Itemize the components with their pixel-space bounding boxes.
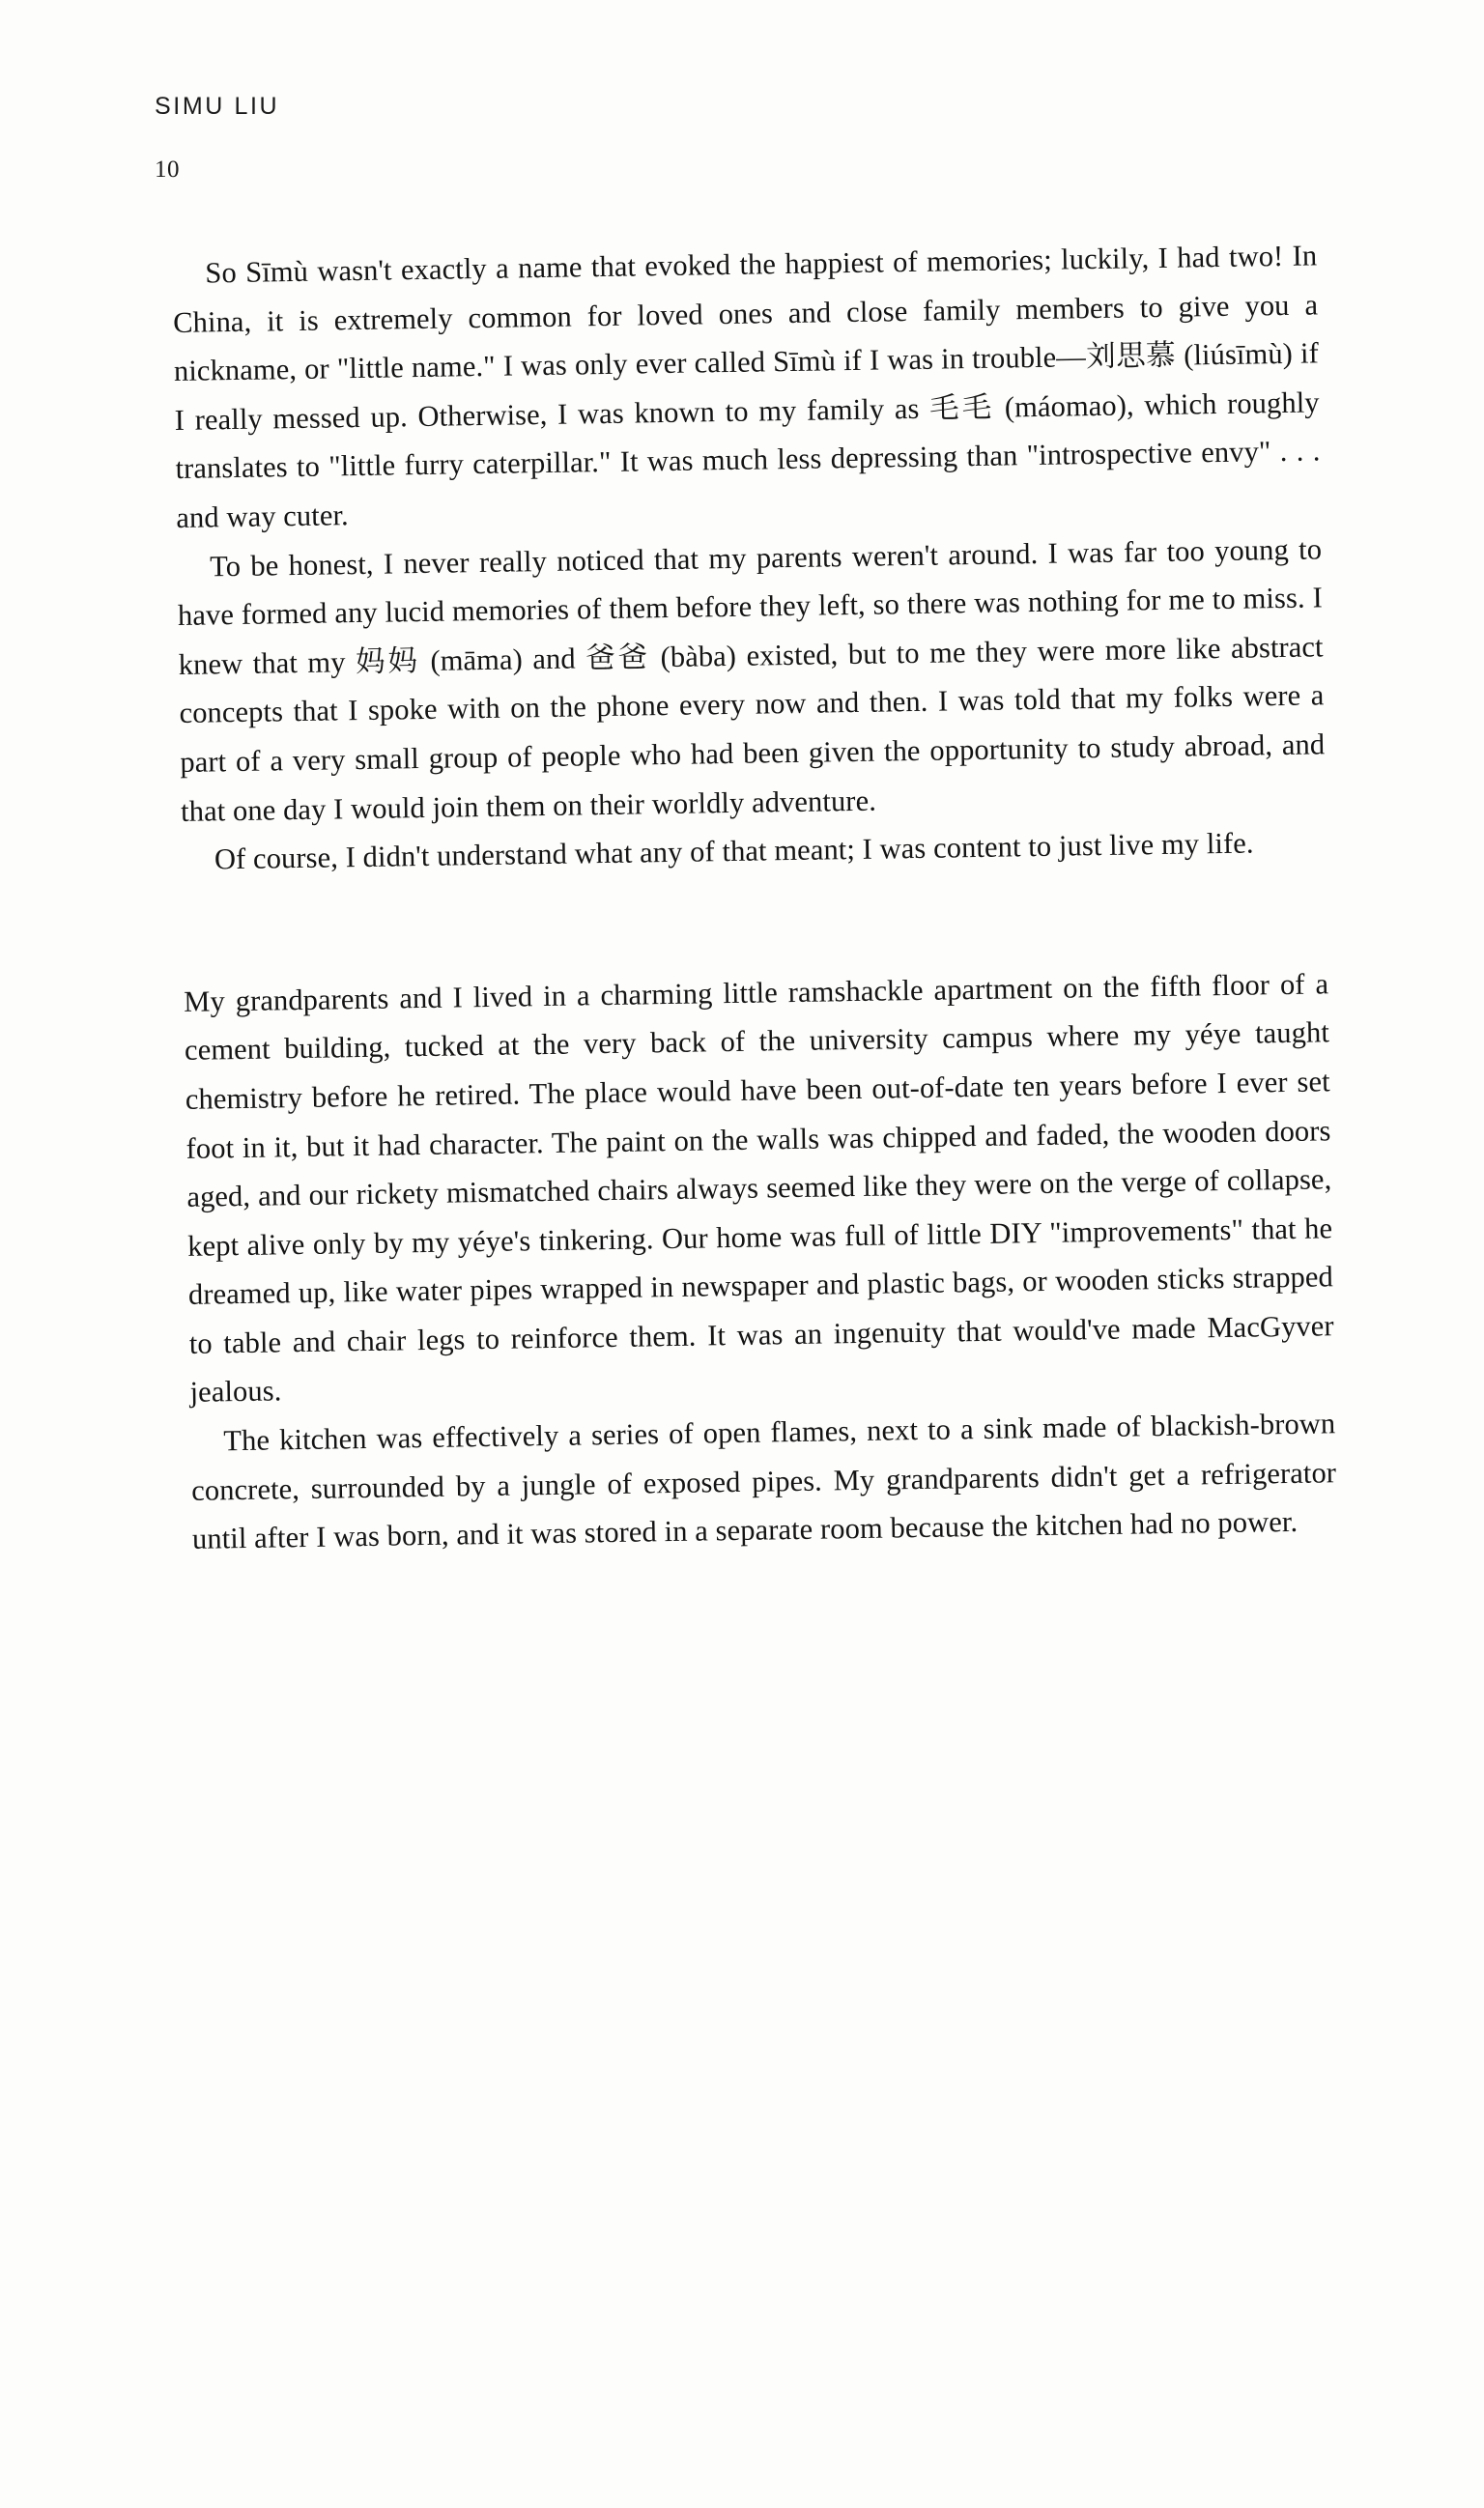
body-text <box>172 231 1337 1563</box>
paragraph: So Sīmù wasn't exactly a name that evoked the happiest of memories; luckily, I had two! In China, it is extremely common for loved ones and close family members to give you a nickname, or "little name." I was only ever called Sīmù if I was in trouble—刘思慕 (liúsīmù) if I really messed up. Otherwise, I was known to my family as 毛毛 (máomao), which roughly translates to "little furry caterpillar." It was much less depressing than "introspective envy" . . . and way cuter. <box>172 239 1321 534</box>
paragraph: Of course, I didn't understand what any of that meant; I was content to just live my life. <box>214 826 1254 876</box>
running-head: SIMU LIU <box>155 93 280 120</box>
section-break <box>182 867 1327 978</box>
paragraph: My grandparents and I lived in a charming little ramshackle apartment on the fifth floor of a cement building, tucked at the very back of the university campus where my yéye taught chemistry before he retired. The place would have been out-of-date ten years before I ever set foot in it, but it had character. The paint on the walls was chipped and faded, the wooden doors aged, and our rickety mismatched chairs always seemed like they were on the verge of collapse, kept alive only by my yéye's tinkering. Our home was full of little DIY "improvements" that he dreamed up, like water pipes wrapped in newspaper and plastic bags, or wooden sticks strapped to table and chair legs to reinforce them. It was an ingenuity that would've made MacGyver jealous. <box>183 967 1334 1410</box>
paragraph: The kitchen was effectively a series of open flames, next to a sink made of blackish-brown concrete, surrounded by a jungle of exposed pipes. My grandparents didn't get a refrigerator until after I was born, and it was stored in a separate room because the kitchen had no power. <box>190 1407 1337 1556</box>
paragraph: To be honest, I never really noticed that my parents weren't around. I was far too young to have formed any lucid memories of them before they left, so there was nothing for me to miss. I knew that my 妈妈 (māma) and 爸爸 (bàba) existed, but to me they were more like abstract concepts that I spoke with on the phone every now and then. I was told that my folks were a part of a very small group of people who had been given the opportunity to study abroad, and that one day I would join them on their worldly adventure. <box>177 531 1326 828</box>
page-number: 10 <box>155 157 180 183</box>
